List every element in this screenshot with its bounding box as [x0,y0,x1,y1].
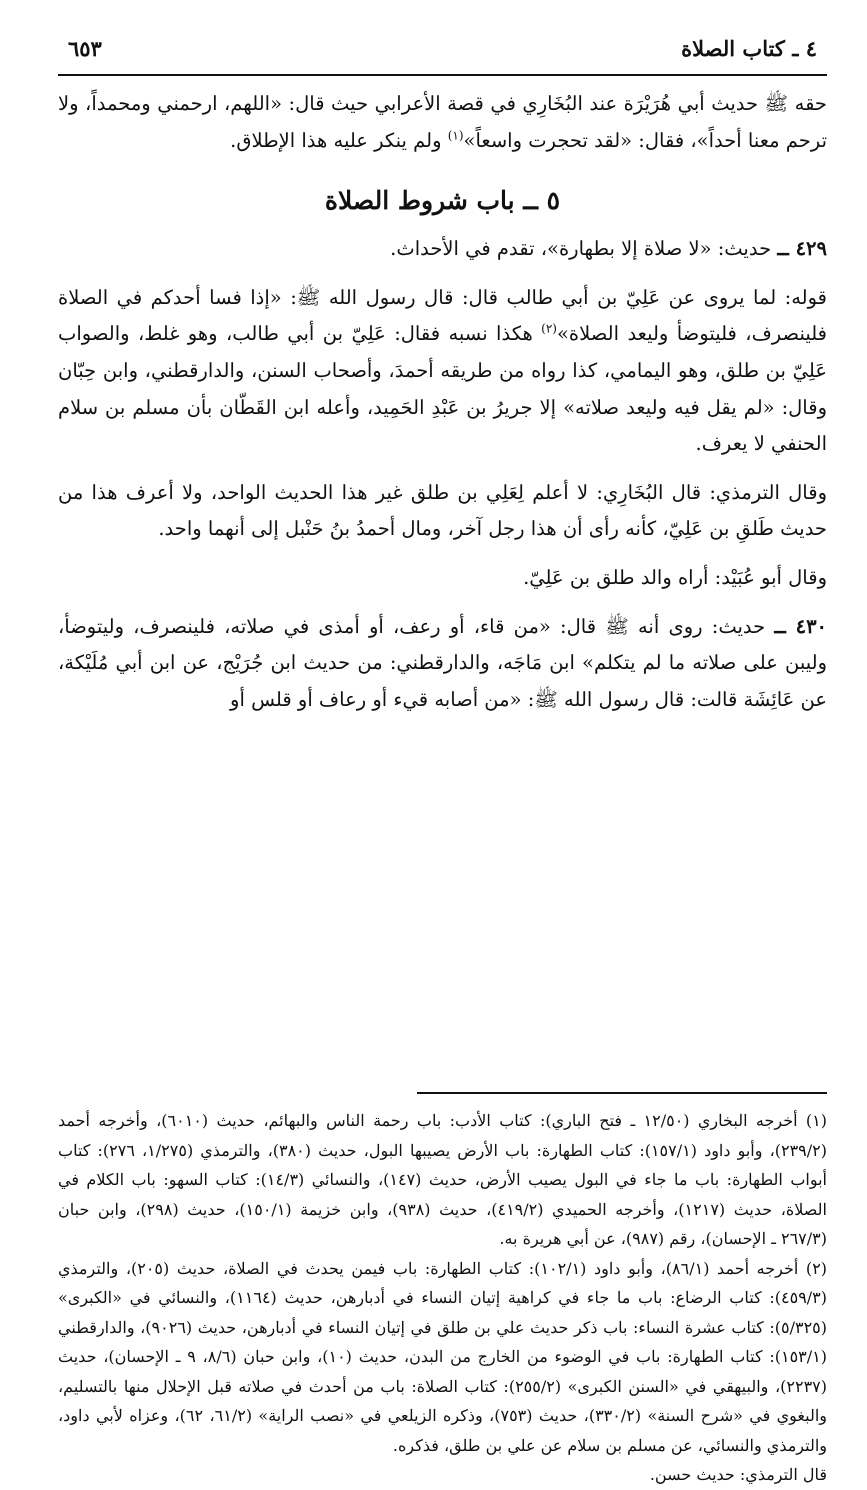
hadith-number-430: ٤٣٠ ــ [774,614,828,638]
paragraph-1-text-end: هكذا نسبه فقال: عَلِيّ بن أبي طالب، وهو غلط، والصواب عَلِيّ بن طلق، وهو اليمامي، كذا رواه من طريقه أحمدَ، وأصحاب السنن، والدارقطني، وابن حِبّان وقال: «لم يقل فيه وليعد صلاته» إلا جريرُ بن عَبْدِ الحَمِيد، وأعله ابن القَطّان بأن مسلم بن سلام الحنفي لا يعرف. [58,322,827,456]
main-text [58,86,827,718]
intro-text: حقه ﷺ حديث أبي هُرَيْرَة عند البُخَارِي في قصة الأعرابي حيث قال: «اللهم، ارحمني ومحمداً، ولا ترحم معنا أحداً»، فقال: «لقد تحجرت واسعاً» [58,92,827,152]
intro-paragraph [58,86,827,159]
intro-text-end: ولم ينكر عليه هذا الإطلاق. [230,128,448,152]
hadith-430 [58,609,827,719]
footnote-rule [417,1092,827,1094]
paragraph-3: وقال أبو عُبَيْد: أراه والد طلق بن عَلِيّ. [523,565,827,589]
footnote-1: (١) أخرجه البخاري (١٢/٥٠ ـ فتح الباري): كتاب الأدب: باب رحمة الناس والبهائم، حديث (٦٠١٠)، وأخرجه أحمد (٢٣٩/٢)، وأبو داود (١٥٧/١): كتاب الطهارة: باب الأرض يصيبها البول، حديث (٣٨٠)، والترمذي (١/٢٧٥، ٢٧٦): كتاب أبواب الطهارة: باب ما جاء في البول يصيب الأرض، حديث (١٤٧)، والنسائي (١٤/٣): كتاب السهو: باب الكلام في الصلاة، حديث (١٢١٧)، وأخرجه الحميدي (٤١٩/٢)، حديث (٩٣٨)، وابن خزيمة (١٥٠/١)، حديث (٢٩٨)، وابن حبان (٢٦٧/٣ ـ الإحسان)، رقم (٩٨٧)، عن أبي هريرة به. [58,1111,827,1248]
header-rule [58,74,827,76]
paragraph-1 [58,280,827,463]
hadith-429 [58,231,827,268]
chapter-title: ٤ ـ كتاب الصلاة [681,35,817,61]
footnote-2: (٢) أخرجه أحمد (٨٦/١)، وأبو داود (١٠٢/١): كتاب الطهارة: باب فيمن يحدث في الصلاة، حديث (٢٠٥)، والترمذي (٤٥٩/٣): كتاب الرضاع: باب ما جاء في كراهية إتيان النساء في أدبارهن، حديث (١١٦٤)، والنسائي في «الكبرى» (٥/٣٢٥): كتاب عشرة النساء: باب ذكر حديث علي بن طلق في إتيان النساء في أدبارهن، حديث (٩٠٢٦)، والدارقطني (١٥٣/١): كتاب الطهارة: باب في الوضوء من الخارج من البدن، حديث (١٠)، وابن حبان (٨/٦، ٩ ـ الإحسان)، حديث (٢٢٣٧)، والبيهقي في «السنن الكبرى» (٢٥٥/٢): كتاب الصلاة: باب من أحدث في صلاته قبل الإحلال منها بالتسليم، والبغوي في «شرح السنة» (٣٣٠/٢)، حديث (٧٥٣)، وذكره الزيلعي في «نصب الراية» (٦١/٢، ٦٢)، وعزاه لأبي داود، والترمذي والنسائي، عن مسلم بن سلام عن علي بن طلق، فذكره. [58,1258,828,1455]
section-heading: ٥ ــ باب شروط الصلاة [324,186,561,216]
hadith-429-text: حديث: «لا صلاة إلا بطهارة»، تقدم في الأحداث. [390,237,778,261]
hadith-number-429: ٤٢٩ ــ [777,237,827,261]
paragraph-2: وقال الترمذي: قال البُخَارِي: لا أعلم لِعَلِي بن طلق غير هذا الحديث الواحد، ولا أعرف هذا من حديث طَلقِ بن عَلِيّ، كأنه رأى أن هذا رجل آخر، ومال أحمدُ بنُ حَنْبل إلى أنهما واحد. [58,480,827,541]
footnote-ref-2: (٢) [541,321,557,336]
running-header [68,28,817,68]
footnote-ref-1: (١) [447,128,464,143]
footnote-note: قال الترمذي: حديث حسن. [649,1465,827,1484]
footnotes [58,1106,827,1490]
hadith-430-text: حديث: روى أنه ﷺ قال: «من قاء، أو رعف، أو أمذى في صلاته، فلينصرف، وليتوضأ، وليبن على صلاته ما لم يتكلم» ابن مَاجَه، والدارقطني: من حديث ابن جُرَيْج، عن ابن أبي مُلَيْكة، عن عَائِشَة قالت: قال رسول الله ﷺ: «من أصابه قيء أو رعاف أو قلس أو [58,614,827,711]
paragraph-1-text: قوله: لما يروى عن عَلِيّ بن أبي طالب قال: قال رسول الله ﷺ: «إذا فسا أحدكم في الصلاة فلينصرف، فليتوضأ وليعد الصلاة» [58,285,827,346]
page-number: ٦٥٣ [68,35,102,61]
